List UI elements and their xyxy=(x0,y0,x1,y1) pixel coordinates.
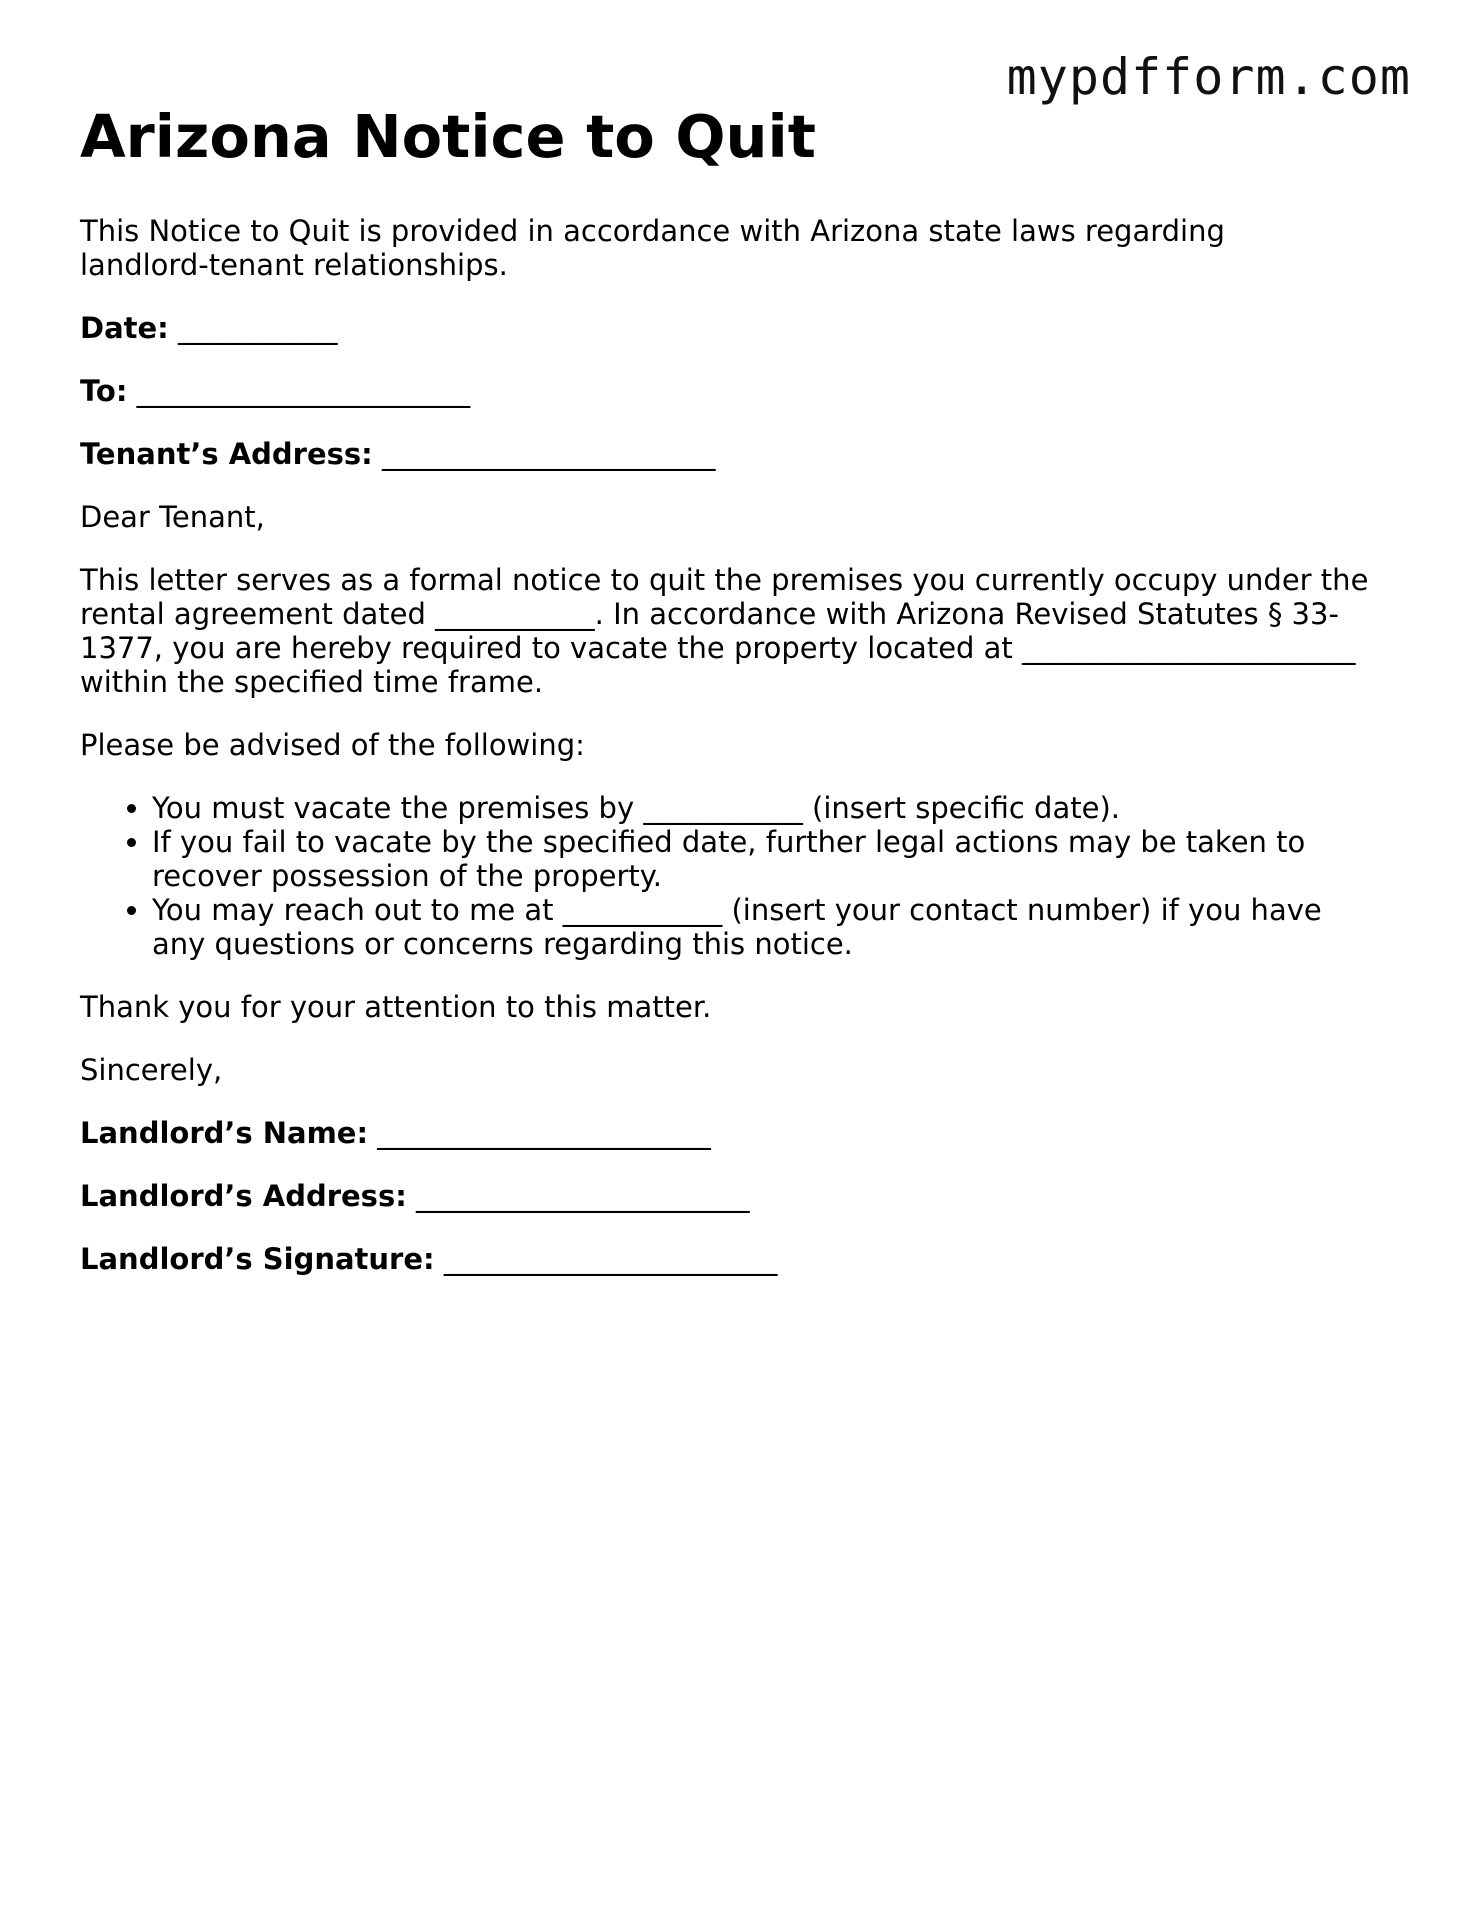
list-item: • You may reach out to me at ___________ (insert your contact number) if you have any questions or concerns regarding this notice. xyxy=(152,893,1355,961)
advice-intro: Please be advised of the following: xyxy=(80,728,585,762)
tenant-address-field xyxy=(80,437,1400,471)
tenant-address-label: Tenant’s Address: xyxy=(80,437,373,471)
to-field xyxy=(80,374,1400,408)
salutation: Dear Tenant, xyxy=(80,500,265,534)
date-label: Date: xyxy=(80,311,169,345)
thanks-line: Thank you for your attention to this matter. xyxy=(80,990,712,1024)
body-paragraph: This letter serves as a formal notice to quit the premises you currently occupy under the rental agreement dated ___________. In accordance with Arizona Revised Statutes § 33-1377, you are hereby required to vacate the property located at _______________________ within the specified time frame. xyxy=(80,563,1369,699)
document-page xyxy=(80,102,1400,1305)
to-blank[interactable]: _______________________ xyxy=(136,374,471,408)
advice-list xyxy=(80,791,1355,961)
list-item: • If you fail to vacate by the specified date, further legal actions may be taken to recover possession of the property. xyxy=(152,825,1355,893)
landlord-signature-field xyxy=(80,1242,1400,1276)
landlord-name-blank[interactable]: _______________________ xyxy=(377,1116,711,1150)
landlord-address-blank[interactable]: _______________________ xyxy=(416,1179,750,1213)
landlord-name-field xyxy=(80,1116,1400,1150)
landlord-signature-label: Landlord’s Signature: xyxy=(80,1242,435,1276)
to-label: To: xyxy=(80,374,128,408)
landlord-name-label: Landlord’s Name: xyxy=(80,1116,369,1150)
site-watermark: mypdfform.com xyxy=(1006,48,1411,106)
landlord-address-field xyxy=(80,1179,1400,1213)
date-field xyxy=(80,311,1400,345)
list-item: • You must vacate the premises by ___________ (insert specific date). xyxy=(152,791,1355,825)
landlord-address-label: Landlord’s Address: xyxy=(80,1179,407,1213)
document-title: Arizona Notice to Quit xyxy=(80,102,816,171)
tenant-address-blank[interactable]: _______________________ xyxy=(381,437,716,471)
landlord-signature-blank[interactable]: _______________________ xyxy=(443,1242,778,1276)
date-blank[interactable]: ___________ xyxy=(178,311,338,345)
intro-paragraph: This Notice to Quit is provided in accordance with Arizona state laws regarding landlord-tenant relationships. xyxy=(80,214,1225,282)
closing-line: Sincerely, xyxy=(80,1053,223,1087)
